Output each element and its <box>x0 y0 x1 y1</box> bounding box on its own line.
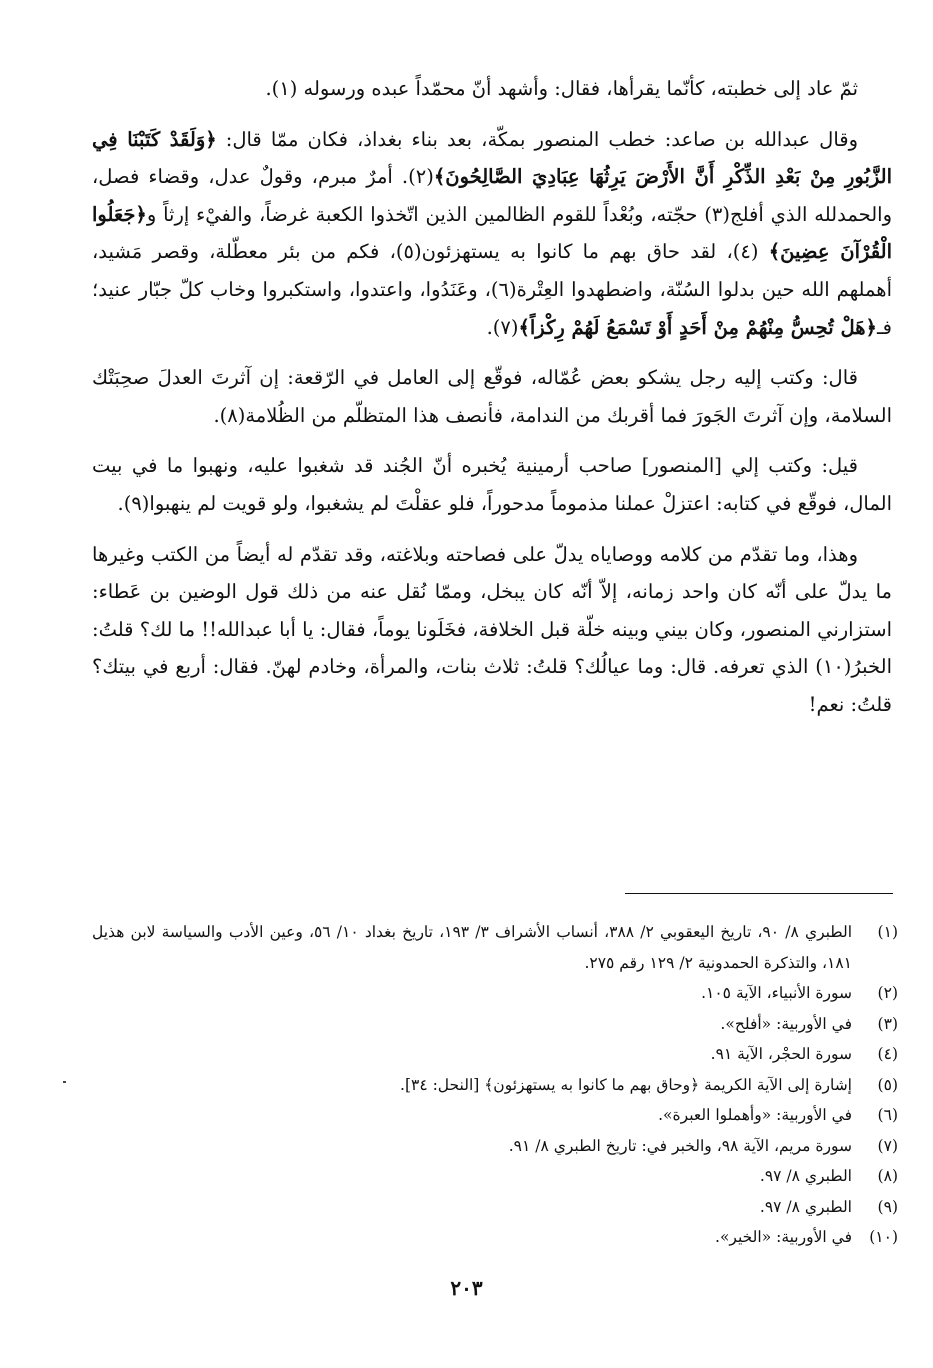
paragraph-2-text-b: (٢). أمرٌ مبرم، وقولٌ عدل، وقضاء فصل، والحمدلله الذي أفلج(٣) حجّته، وبُعْداً للقوم الظالمين الذين اتّخذوا الكعبة غرضاً، والفيْء إرثاً و <box>92 165 892 226</box>
footnote-number: (٨) <box>877 1167 898 1185</box>
paragraph-2 <box>92 121 892 347</box>
footnote-text: سورة مريم، الآية ٩٨، والخبر في: تاريخ الطبري ٨/ ٩١. <box>508 1136 852 1155</box>
main-text <box>92 70 892 737</box>
footnote-8 <box>92 1161 898 1192</box>
footnote-3 <box>92 1009 898 1040</box>
paragraph-3-text: قال: وكتب إليه رجل يشكو بعض عُمّاله، فوقّع إلى العامل في الرّقعة: إن آثرتَ العدلَ صحِبَتْك السلامة، وإن آثرتَ الجَورَ فما أقربك من الندامة، فأنصف هذا المتظلّم من الظُلامة(٨). <box>92 366 892 427</box>
footnote-2 <box>92 978 898 1009</box>
footnote-number: (١) <box>877 923 898 941</box>
footnote-number: (٢) <box>877 984 898 1002</box>
footnote-text: في الأوربية: «الخير». <box>715 1228 852 1246</box>
paragraph-4 <box>92 447 892 522</box>
quran-verse-maryam: ﴿هَلْ تُحِسُّ مِنْهُمْ مِنْ أَحَدٍ أَوْ تَسْمَعُ لَهُمْ رِكْزاً﴾ <box>518 315 877 339</box>
footnote-7 <box>92 1131 898 1162</box>
paragraph-1-text: ثمّ عاد إلى خطبته، كأنّما يقرأها، فقال: وأشهد أنّ محمّداً عبده ورسوله (١). <box>265 77 858 100</box>
footnote-number: (٤) <box>877 1045 898 1063</box>
footnote-number: (٣) <box>877 1014 898 1033</box>
quran-verse-hijr: ﴿جَعَلُوا الْقُرْآنَ عِضِينَ﴾ <box>92 202 892 264</box>
paragraph-2-text-a: وقال عبدالله بن صاعد: خطب المنصور بمكّة، بعد بناء بغداذ، فكان ممّا قال: <box>225 127 858 151</box>
page-number: ٢٠٣ <box>450 1276 483 1300</box>
footnote-4 <box>92 1039 898 1070</box>
footnote-number: (٦) <box>877 1106 898 1124</box>
scan-speck <box>63 1081 66 1083</box>
footnote-1 <box>92 917 898 978</box>
footnote-separator <box>625 893 893 894</box>
footnote-text: الطبري ٨/ ٩٧. <box>759 1197 852 1216</box>
footnote-10 <box>92 1222 898 1253</box>
paragraph-2-text-c: (٤)، لقد حاق بهم ما كانوا به يستهزئون(٥)، فكم من بئر معطّلة، وقصر مَشيد، أهملهم الله حين بدلوا السُنّة، واضطهدوا العِتْرة(٦)، وعَنَدُوا، واعتدوا، واستكبروا وخاب كلّ جبّار عنيد؛ فـ <box>92 240 892 339</box>
footnote-text: سورة الأنبياء، الآية ١٠٥. <box>701 984 852 1002</box>
paragraph-4-text: قيل: وكتب إلي [المنصور] صاحب أرمينية يُخبره أنّ الجُند قد شغبوا عليه، ونهبوا ما في بيت المال، فوقّع في كتابه: اعتزلْ عملنا مذموماً مدحوراً، فلو عقلْتَ لم يشغبوا، ولو قويت لم ينهبوا(٩). <box>92 454 892 515</box>
footnote-text: في الأوربية: «أفلح». <box>720 1014 852 1033</box>
paragraph-3 <box>92 359 892 434</box>
footnote-number: (٥) <box>877 1075 898 1094</box>
paragraph-1 <box>92 70 892 108</box>
footnote-number: (١٠) <box>869 1228 898 1246</box>
paragraph-2-text-d: (٧). <box>486 315 519 339</box>
footnote-5 <box>92 1070 898 1101</box>
footnote-text: الطبري ٨/ ٩٧. <box>759 1167 852 1185</box>
footnote-text: إشارة إلى الآية الكريمة ﴿وحاق بهم ما كانوا به يستهزئون﴾ [النحل: ٣٤]. <box>400 1075 852 1094</box>
footnote-text: سورة الحجْر، الآية ٩١. <box>710 1045 852 1063</box>
footnotes <box>92 917 898 1253</box>
footnote-6 <box>92 1100 898 1131</box>
footnote-9 <box>92 1192 898 1223</box>
footnote-text: في الأوربية: «وأهملوا العبرة». <box>658 1106 852 1124</box>
footnote-number: (٩) <box>877 1197 898 1216</box>
footnote-text: الطبري ٨/ ٩٠، تاريخ اليعقوبي ٢/ ٣٨٨، أنساب الأشراف ٣/ ١٩٣، تاريخ بغداد ١٠/ ٥٦، وعين الأدب والسياسة لابن هذيل ١٨١، والتذكرة الحمدونية ٢/ ١٢٩ رقم ٢٧٥. <box>92 923 853 972</box>
paragraph-5 <box>92 536 892 724</box>
quran-verse-anbiya: ﴿وَلَقَدْ كَتَبْنَا فِي الزَّبُورِ مِنْ بَعْدِ الذِّكْرِ أَنَّ الأَرْضَ يَرِثُهَا عِبَادِيَ الصَّالِحُونَ﴾ <box>92 127 892 189</box>
paragraph-5-text: وهذا، وما تقدّم من كلامه ووصاياه يدلّ على فصاحته وبلاغته، وقد تقدّم له أيضاً من الكتب وغيرها ما يدلّ على أنّه كان واحد زمانه، إلاّ أنّه كان يبخل، وممّا نُقل عنه من ذلك قول الوضين بن عَطاء: استزارني المنصور، وكان بيني وبينه خلّة قبل الخلافة، فخَلَونا يوماً، فقال: يا أبا عبدالله!! ما لك؟ قلتُ: الخبرُ(١٠) الذي تعرفه. قال: وما عيالُك؟ قلتُ: ثلاث بنات، والمرأة، وخادم لهنّ. فقال: أربع في بيتك؟ قلتُ: نعم! <box>92 542 892 716</box>
footnote-number: (٧) <box>877 1136 898 1155</box>
